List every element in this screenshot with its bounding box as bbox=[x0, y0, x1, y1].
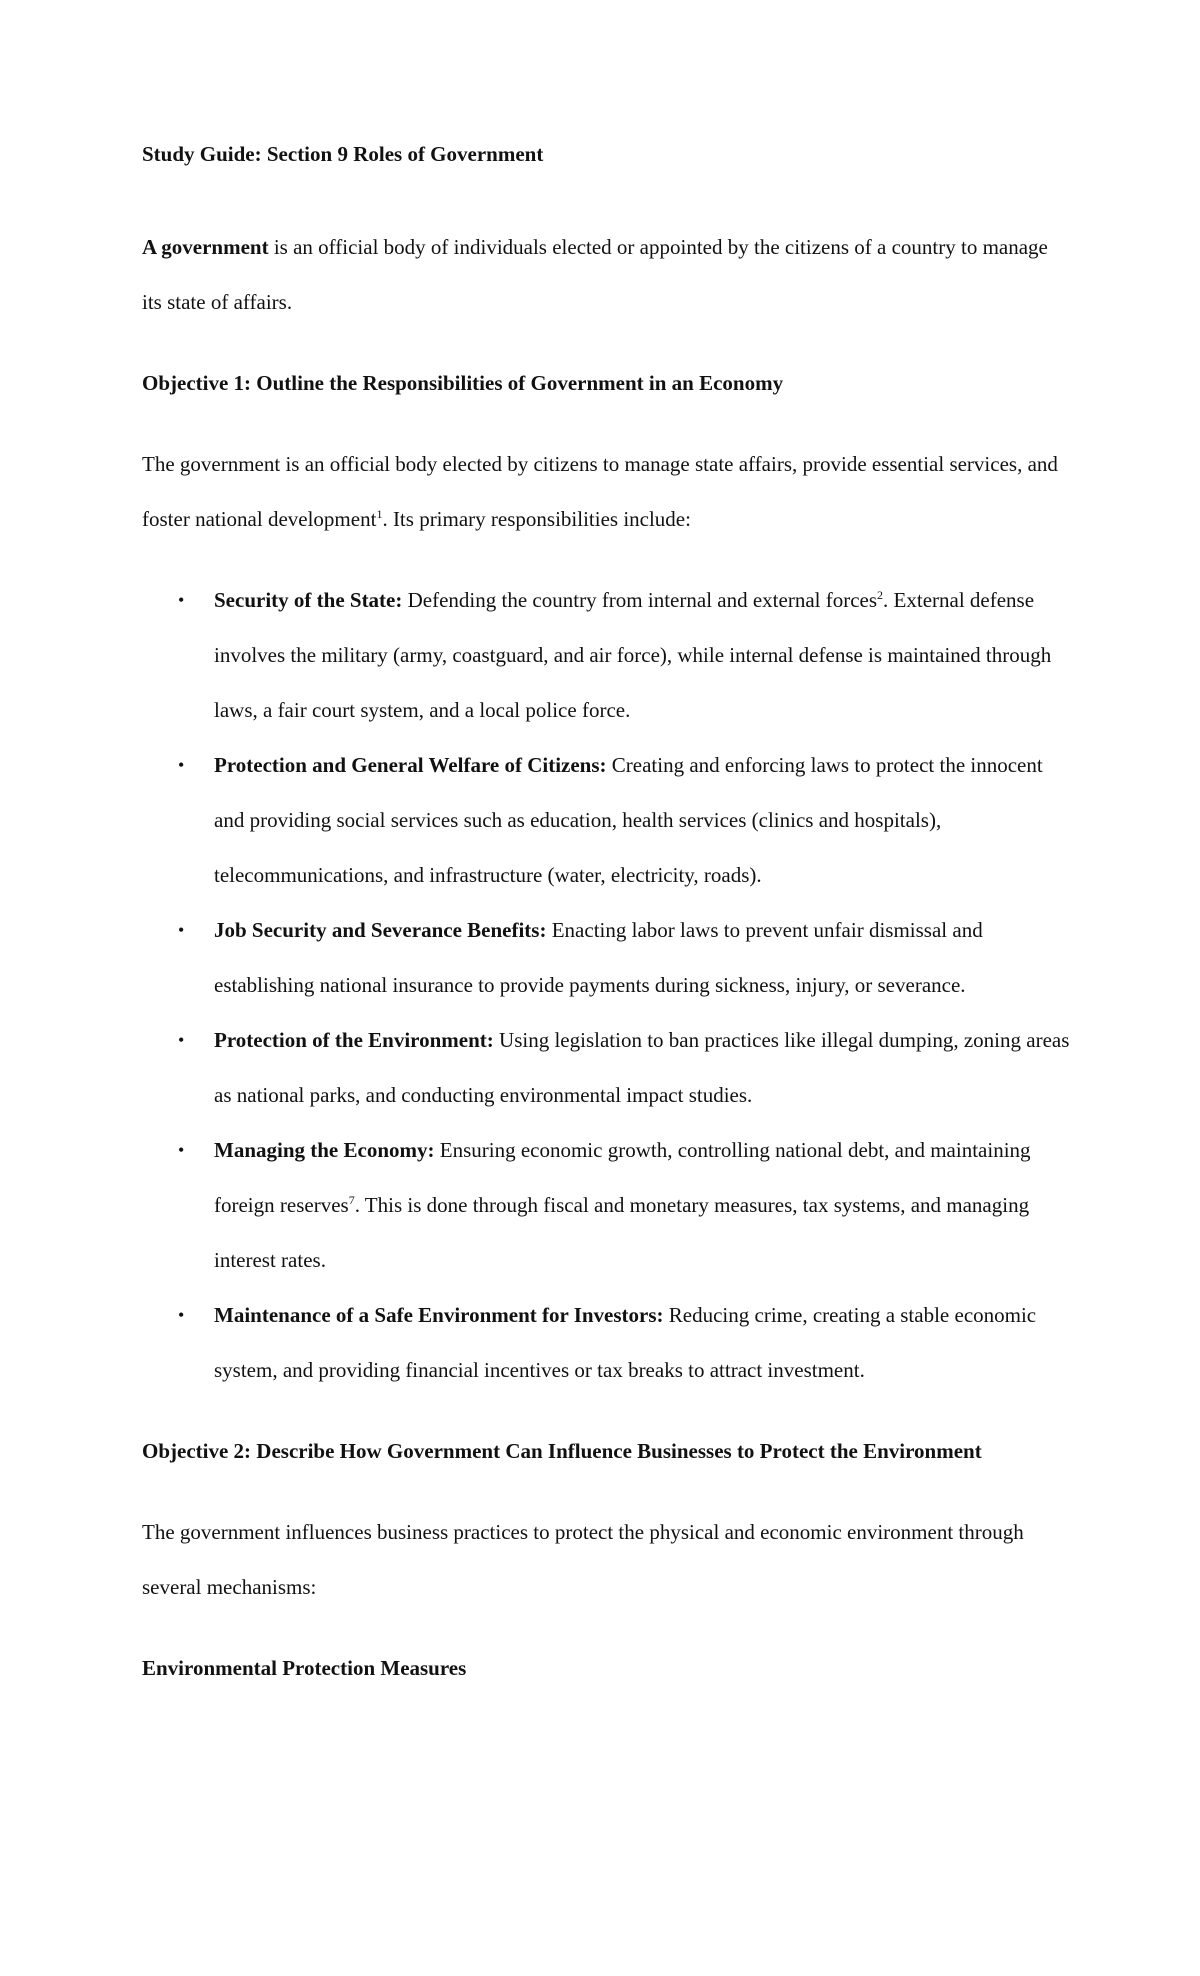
list-item-text: Enacting labor laws to prevent unfair dismissal and establishing national insurance to provide payments during sickness, injury, or severance. bbox=[214, 918, 983, 997]
responsibilities-list bbox=[142, 573, 1072, 1398]
list-item bbox=[142, 1013, 1072, 1123]
footnote-ref: 1 bbox=[376, 507, 383, 521]
bullet-icon: • bbox=[178, 1305, 185, 1325]
footnote-ref: 7 bbox=[348, 1193, 355, 1207]
list-item bbox=[142, 903, 1072, 1013]
list-item-text-tail: . External defense involves the military (army, coastguard, and air force), while internal defense is maintained through laws, a fair court system, and a local police force. bbox=[214, 588, 1052, 722]
list-item-term: Protection and General Welfare of Citizens: bbox=[214, 753, 607, 777]
definition-paragraph bbox=[142, 220, 1072, 330]
objective-2-heading: Objective 2: Describe How Government Can Influence Businesses to Protect the Environment bbox=[142, 1439, 982, 1463]
definition-text: is an official body of individuals elected or appointed by the citizens of a country to manage its state of affairs. bbox=[142, 235, 1048, 314]
list-item-text: Ensuring economic growth, controlling national debt, and maintaining foreign reserves bbox=[214, 1138, 1031, 1217]
objective-1-intro-text: The government is an official body elected by citizens to manage state affairs, provide essential services, and foster national development bbox=[142, 452, 1058, 531]
list-item-term: Managing the Economy: bbox=[214, 1138, 435, 1162]
list-item-text-tail: . This is done through fiscal and monetary measures, tax systems, and managing interest rates. bbox=[214, 1193, 1030, 1272]
bullet-icon: • bbox=[178, 920, 185, 940]
objective-1-intro-tail: . Its primary responsibilities include: bbox=[382, 507, 691, 531]
list-item-text: Reducing crime, creating a stable economic system, and providing financial incentives or tax breaks to attract investment. bbox=[214, 1303, 1037, 1382]
list-item bbox=[142, 1123, 1072, 1288]
bullet-icon: • bbox=[178, 1030, 185, 1050]
page-title: Study Guide: Section 9 Roles of Government bbox=[142, 142, 544, 166]
document-page bbox=[142, 140, 1072, 1696]
list-item-term: Protection of the Environment: bbox=[214, 1028, 494, 1052]
objective-1-intro bbox=[142, 437, 1072, 547]
objective-2-intro: The government influences business practices to protect the physical and economic environment through several mechanisms: bbox=[142, 1520, 1024, 1599]
environmental-measures-heading: Environmental Protection Measures bbox=[142, 1656, 467, 1680]
list-item-text: Creating and enforcing laws to protect the innocent and providing social services such as education, health services (clinics and hospitals), telecommunications, and infrastructure (water, electricity, roads). bbox=[214, 753, 1043, 887]
bullet-icon: • bbox=[178, 1140, 185, 1160]
list-item-term: Maintenance of a Safe Environment for Investors: bbox=[214, 1303, 664, 1327]
list-item-term: Security of the State: bbox=[214, 588, 403, 612]
footnote-ref: 2 bbox=[877, 588, 884, 602]
list-item-term: Job Security and Severance Benefits: bbox=[214, 918, 547, 942]
definition-term: A government bbox=[142, 235, 269, 259]
list-item-text: Using legislation to ban practices like illegal dumping, zoning areas as national parks, and conducting environmental impact studies. bbox=[214, 1028, 1070, 1107]
list-item bbox=[142, 1288, 1072, 1398]
bullet-icon: • bbox=[178, 590, 185, 610]
list-item bbox=[142, 738, 1072, 903]
list-item-text: Defending the country from internal and external forces bbox=[402, 588, 878, 612]
objective-1-heading: Objective 1: Outline the Responsibilities of Government in an Economy bbox=[142, 371, 784, 395]
bullet-icon: • bbox=[178, 755, 185, 775]
list-item bbox=[142, 573, 1072, 738]
